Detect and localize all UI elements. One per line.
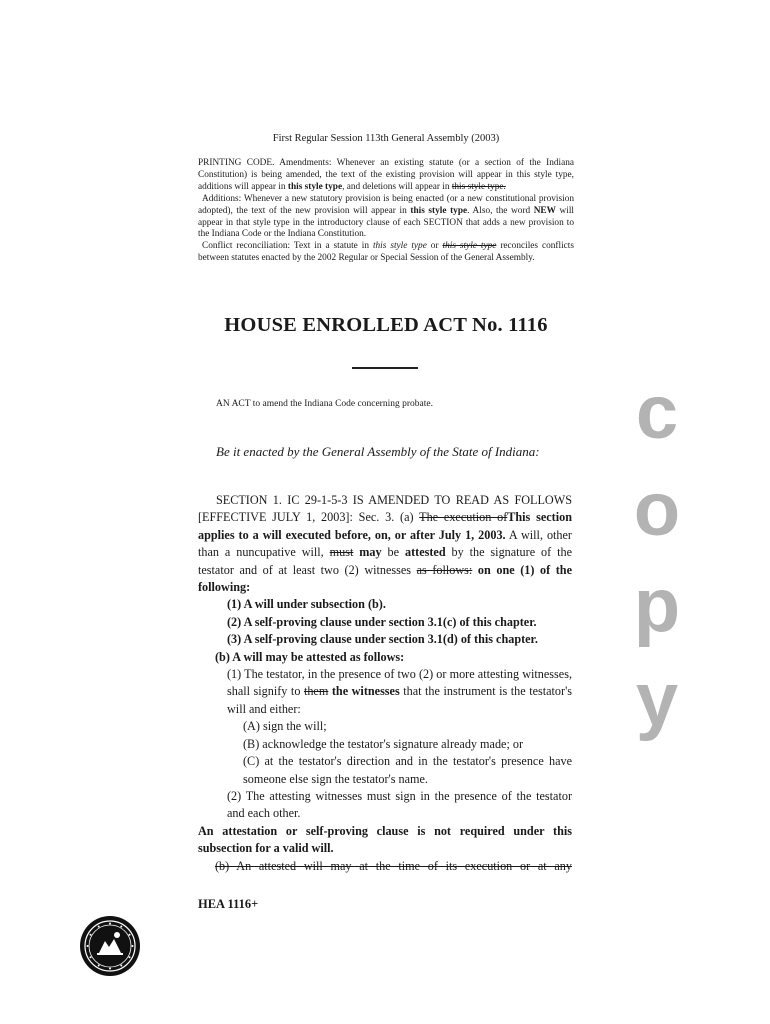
copy-watermark-letter: c [635,370,679,455]
title-rule [352,367,418,369]
bill-footer: HEA 1116+ [198,897,259,911]
list-item: (A) sign the will; [243,719,327,734]
copy-watermark-letter: o [633,467,681,552]
list-item: (1) A will under subsection (b). [227,597,386,612]
state-seal-icon [79,915,141,977]
session-heading: First Regular Session 113th General Assembly (2003) [272,133,500,144]
copy-watermark-letter: y [635,657,679,742]
section-1-body [198,492,572,875]
printing-code-notice [198,158,574,265]
printing-code-amendments: PRINTING CODE. Amendments: Whenever an existing statute (or a section of the Indiana Constitution) is being amended, the text of the existing provision will appear in this style type, additions will appear in this style type, and deletions will appear in this style type. [198,158,574,192]
list-item: (B) acknowledge the testator's signature already made; or [243,736,524,751]
printing-code-additions: Additions: Whenever a new statutory provision is being enacted (or a new constitutional provision adopted), the text of the new provision will appear in this style type. Also, the word NEW will appear in that style type in the introductory clause of each SECTION that adds a new provision to the Indiana Code or the Indiana Constitution. [198,193,575,240]
subsection-b-item-2: (2) The attesting witnesses must sign in the presence of the testator and each other. [227,788,572,821]
act-description: AN ACT to amend the Indiana Code concerning probate. [216,399,433,409]
enacting-clause: Be it enacted by the General Assembly of the State of Indiana: [216,444,540,459]
list-item: (2) A self-proving clause under section 3.1(c) of this chapter. [227,614,537,629]
attestation-clause: An attestation or self-proving clause is not required under this subsection for a valid will. [198,823,572,856]
copy-watermark-letter: p [633,563,681,648]
subsection-b-heading: (b) A will may be attested as follows: [215,649,405,664]
subsection-b-item-1: (1) The testator, in the presence of two (2) or more attesting witnesses, shall signify to them the witnesses that the instrument is the testator's will and either: [227,667,573,716]
list-item: (C) at the testator's direction and in the testator's presence have someone else sign the testator's name. [243,754,572,786]
deleted-line: (b) An attested will may at the time of its execution or at any [215,858,572,873]
section-1-intro: SECTION 1. IC 29-1-5-3 IS AMENDED TO READ AS FOLLOWS [EFFECTIVE JULY 1, 2003]: Sec. 3. (a) The execution ofThis section applies to a will executed before, on, or after July 1, 2003. A will, other than a nuncupative will, must may be attested by the signature of the testator and of at least two (2) witnesses as follows: on one (1) of the following: [198,493,572,595]
list-item: (3) A self-proving clause under section 3.1(d) of this chapter. [227,632,538,647]
act-title: HOUSE ENROLLED ACT No. 1116 [224,314,548,336]
printing-code-conflict: Conflict reconciliation: Text in a statute in this style type or this style type reconciles conflicts between statutes enacted by the 2002 Regular or Special Session of the General Assembly. [198,241,574,264]
